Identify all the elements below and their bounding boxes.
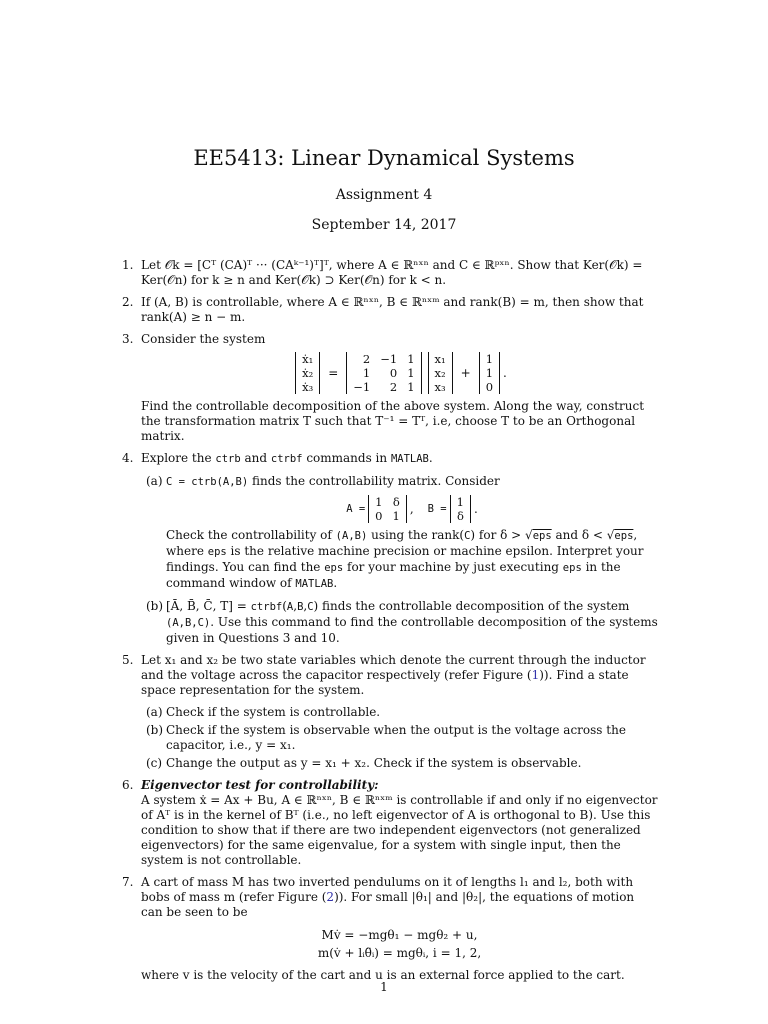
problem-4 (0, 451, 768, 646)
subproblem-5b (141, 723, 658, 753)
text-run: , (293, 599, 298, 613)
text-run: is the relative machine precision or machine epsilon. Interpret your findings. You can find the (166, 544, 644, 574)
matrix-a-name: A = (346, 502, 366, 515)
subproblem-label: (b) (146, 599, 164, 613)
problem-3 (0, 332, 768, 444)
code-matlab: MATLAB (295, 578, 334, 590)
code-eps: eps (207, 546, 227, 558)
subproblem-text (166, 474, 658, 490)
subproblem-label: (a) (146, 705, 163, 719)
period: . (473, 501, 478, 516)
system-matrix-a (346, 352, 421, 394)
text-run: and δ < √ (551, 528, 615, 542)
problem-text: Let 𝒪k = [Cᵀ (CA)ᵀ ··· (CAᵏ⁻¹)ᵀ]ᵀ, where A ∈ ℝⁿˣⁿ and C ∈ ℝᵖˣⁿ. Show that Ker(𝒪k) = Ker(𝒪n) for k ≥ n and Ker(𝒪k) ⊃ Ker(𝒪n) for k < n. (141, 258, 643, 287)
state-vector (428, 352, 453, 394)
problem-heading: Eigenvector test for controllability: (141, 778, 379, 792)
vector-entry: 1 (456, 495, 464, 509)
subproblem-text: Change the output as y = x₁ + x₂. Check if the system is observable. (166, 756, 582, 770)
subproblem-4b (141, 599, 658, 646)
matrix-b-name: B = (427, 502, 447, 515)
matrix-entry: 2 (389, 380, 398, 394)
equation-pendulum: m(v̇ + lᵢθ̈ᵢ) = mgθᵢ, i = 1, 2, (317, 946, 482, 960)
matrix-entry: 1 (407, 366, 415, 380)
figure-reference-link[interactable]: 2 (326, 890, 335, 904)
problem-text: If (A, B) is controllable, where A ∈ ℝⁿˣⁿ, B ∈ ℝⁿˣᵐ and rank(B) = m, then show that rank(A) ≥ n − m. (141, 295, 644, 324)
document-title: EE5413: Linear Dynamical Systems (193, 146, 575, 170)
vector-entry: 1 (485, 352, 494, 366)
code-ab: (A,B) (335, 530, 368, 542)
period: . (503, 365, 507, 380)
subproblem-text-continued (166, 528, 658, 592)
vector-entry: x₂ (434, 366, 446, 380)
matrix-entry: 2 (362, 352, 371, 366)
code-eps: eps (562, 562, 582, 574)
subproblem-label: (c) (146, 756, 163, 770)
text-run: ) for δ > √ (470, 528, 533, 542)
state-derivative-vector (295, 352, 320, 394)
code-eps: eps (532, 530, 552, 542)
code-b: B (297, 601, 304, 613)
subproblem-text: Check if the system is controllable. (166, 705, 381, 719)
matrix-b (450, 495, 471, 523)
code-eps: eps (324, 562, 344, 574)
subproblem-text (166, 599, 658, 646)
input-vector-b (479, 352, 500, 394)
plus-sign: + (460, 365, 471, 380)
code-c: C (464, 530, 471, 542)
problem-list (0, 258, 768, 990)
matrix-entry: 0 (389, 366, 398, 380)
subproblem-text: Check if the system is observable when the output is the voltage across the capacitor, i.e., y = x₁. (166, 723, 626, 752)
text-run: . Use this command to find the controllable decomposition of the systems given in Questions 3 and 10. (166, 615, 658, 645)
text-run: for your machine by just executing (343, 560, 563, 574)
subproblem-4a (141, 474, 658, 592)
vector-entry: 1 (485, 366, 494, 380)
matrix-entry: −1 (353, 380, 371, 394)
comma: , (409, 501, 414, 516)
problem-text (141, 653, 658, 698)
equations-of-motion (141, 926, 658, 962)
text-run: . (333, 576, 338, 590)
problem-number: 6. (122, 778, 134, 792)
matrix-entry: 1 (407, 352, 415, 366)
matrix-entry: 0 (375, 509, 383, 523)
matrix-entry: 1 (392, 509, 400, 523)
problem-number: 1. (122, 258, 134, 272)
matrix-a (368, 495, 407, 523)
text-run: Let x₁ and x₂ be two state variables which denote the current through the inductor and the voltage across the capacitor respectively (refer Figure ( (141, 653, 646, 682)
page-number: 1 (380, 980, 388, 994)
text-run: using the rank( (367, 528, 465, 542)
text-run: Explore the (141, 451, 216, 465)
problem-6 (0, 778, 768, 868)
state-equation (141, 352, 658, 394)
matrix-entry: 1 (407, 380, 415, 394)
matrix-entry: δ (392, 495, 400, 509)
equals-sign: = (328, 365, 339, 380)
problem-text (141, 875, 658, 920)
matrix-entry: −1 (380, 352, 398, 366)
problem-5 (0, 653, 768, 771)
text-run: commands in (302, 451, 391, 465)
equation-cart: Mv̇ = −mgθ₁ − mgθ₂ + u, (321, 928, 478, 942)
matrix-entry: 1 (375, 495, 383, 509)
subproblem-5c (141, 756, 658, 771)
vector-entry: δ (457, 509, 464, 523)
text-run: , where (166, 528, 638, 558)
problem-1 (0, 258, 768, 288)
problem-text: Consider the system (141, 332, 266, 346)
problem-2 (0, 295, 768, 325)
matrix-entry: 1 (362, 366, 371, 380)
code-ctrbf: ctrbf (250, 601, 283, 613)
text-run: finds the controllability matrix. Consider (248, 474, 500, 488)
problem-text (141, 451, 658, 467)
figure-reference-link[interactable]: 1 (531, 668, 540, 682)
code-ctrbf: ctrbf (270, 453, 303, 465)
text-run: ) finds the controllable decomposition of the system (313, 599, 630, 613)
code-c: C (307, 601, 314, 613)
text-run: and (240, 451, 271, 465)
vector-entry: ẋ₃ (302, 380, 314, 394)
problem-number: 4. (122, 451, 134, 465)
text-run: A cart of mass M has two inverted pendulums on it of lengths l₁ and l₂, both with bobs of mass m (refer Figure ( (141, 875, 634, 904)
problem-number: 5. (122, 653, 134, 667)
problem-text: A system ẋ = Ax + Bu, A ∈ ℝⁿˣⁿ, B ∈ ℝⁿˣᵐ is controllable if and only if no eigenvector of Aᵀ is in the kernel of Bᵀ (i.e., no left eigenvector of A is orthogonal to B). Use this condition to show that if there are two independent eigenvectors (not generalized eigenvectors) for the same eigenvalue, for a system with single input, then the system is not controllable. (141, 793, 658, 867)
vector-entry: x₁ (434, 352, 446, 366)
problem-number: 2. (122, 295, 134, 309)
subproblem-label: (b) (146, 723, 164, 737)
vector-entry: 0 (485, 380, 494, 394)
text-run: )). Find a state space representation for the system. (141, 668, 629, 697)
text-run: Check the controllability of (166, 528, 336, 542)
text-run: )). For small |θ₁| and |θ₂|, the equations of motion can be seen to be (141, 890, 635, 919)
text-run: [Ā, B̄, C̄, T] = (166, 599, 251, 613)
subproblem-5a (141, 705, 658, 720)
text-run: in the command window of (166, 560, 621, 590)
code-abc: (A,B,C) (166, 617, 211, 629)
text-run: . (428, 451, 433, 465)
document-date: September 14, 2017 (311, 217, 457, 233)
document-subtitle: Assignment 4 (335, 187, 433, 203)
code-ctrb-call: C = ctrb(A,B) (166, 476, 249, 488)
text-run: , (303, 599, 308, 613)
problem-number: 3. (122, 332, 134, 346)
vector-entry: ẋ₁ (302, 352, 314, 366)
problem-text-continued: where v is the velocity of the cart and u is an external force applied to the cart. (141, 968, 625, 982)
code-matlab: MATLAB (390, 453, 429, 465)
problem-text-continued: Find the controllable decomposition of the above system. Along the way, construct the transformation matrix T such that T⁻¹ = Tᵀ, i.e, choose T to be an Orthogonal matrix. (141, 399, 645, 443)
vector-entry: x₃ (434, 380, 446, 394)
matrix-definitions (166, 495, 658, 523)
problem-number: 7. (122, 875, 134, 889)
code-a: A (286, 601, 294, 613)
problem-7 (0, 875, 768, 983)
vector-entry: ẋ₂ (302, 366, 314, 380)
code-eps: eps (614, 530, 634, 542)
code-ctrb: ctrb (215, 453, 241, 465)
subproblem-label: (a) (146, 474, 163, 488)
text-run: ( (282, 599, 287, 613)
